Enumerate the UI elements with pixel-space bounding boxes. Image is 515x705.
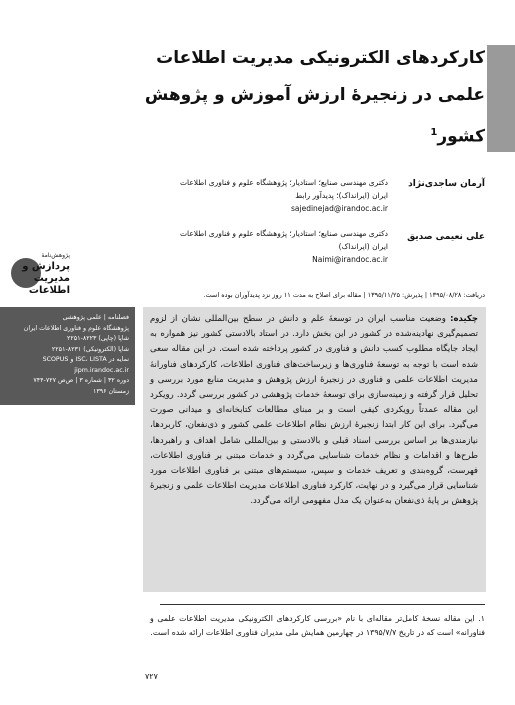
page-number: ۷۲۷ [145, 672, 158, 681]
footnote: ۱. این مقاله نسخۀ کامل‌تر مقاله‌ای با نام «بررسی کارکردهای الکترونیکی مدیریت اطلاعات علمی و فناورانه» است که در تاریخ ۱۳۹۵/۷/۷ در چهارمین همایش ملی مدیران فناوری اطلاعات ارائه شده است. [150, 614, 485, 637]
journal-info-line: فصلنامه | علمی پژوهشی [62, 314, 129, 321]
abstract [150, 312, 478, 510]
author-affiliation-1 [170, 176, 388, 215]
article-title-text: کارکردهای الکترونیکی مدیریت اطلاعات علمی در زنجیرۀ ارزش آموزش و پژوهش کشور [144, 48, 485, 147]
logo-text-1: پژوهش‌نامهٔ [41, 252, 70, 259]
journal-info-line: دوره ۳۲ | شماره ۳ | ص‌ص ۷۲۷-۷۴۴ [33, 377, 129, 384]
title-footnote-marker: 1 [430, 127, 438, 138]
journal-info-panel [0, 307, 135, 405]
journal-info-line: شاپا (چاپی) ۸۲۲۳-۲۲۵۱ [67, 335, 129, 342]
journal-info-line: پژوهشگاه علوم و فناوری اطلاعات ایران [23, 324, 129, 332]
section-tab-marker [487, 45, 515, 152]
submission-dates: دریافت: ۱۳۹۵/۰۸/۲۸ | پذیرش: ۱۳۹۵/۱۱/۲۵ | مقاله برای اصلاح به مدت ۱۱ روز نزد پدیدآوران بوده است. [203, 291, 485, 299]
article-title [140, 40, 485, 156]
logo-text-3: مدیریت [33, 273, 70, 284]
journal-info-line: شاپا (الکترونیکی) ۸۲۳۱-۲۲۵۱ [51, 345, 129, 353]
author-name-1: آرمان ساجدی‌نژاد [408, 179, 485, 189]
affiliation-text-2: دکتری مهندسی صنایع؛ استادیار؛ پژوهشگاه علوم و فناوری اطلاعات ایران (ایرانداک) [179, 229, 388, 251]
author-name-2: علی نعیمی صدیق [407, 232, 485, 242]
logo-text-2: پردازش و [22, 261, 70, 272]
journal-website-link[interactable]: jipm.irandoc.ac.ir [74, 366, 129, 374]
affiliation-text-1: دکتری مهندسی صنایع؛ استادیار؛ پژوهشگاه علوم و فناوری اطلاعات ایران (ایرانداک)؛ پدیدآور رابط [179, 178, 388, 200]
journal-info-line: زمستان ۱۳۹۶ [92, 387, 129, 395]
logo-text-4: اطلاعات [28, 285, 70, 296]
journal-info-line: نمایه در ISC، LISTA و SCOPUS [42, 356, 129, 363]
author-email-2[interactable]: Naimi@irandoc.ac.ir [312, 255, 388, 264]
journal-logo [8, 247, 78, 297]
abstract-label: چکیده: [450, 314, 478, 324]
author-affiliation-2 [170, 227, 388, 266]
author-email-1[interactable]: sajedinejad@irandoc.ac.ir [291, 204, 388, 213]
footnote-divider [160, 604, 485, 605]
abstract-body: وضعیت مناسب ایران در توسعۀ علم و دانش در سطح بین‌المللی نشان از لزوم تصمیم‌گیری نهادینه‌شده در کشور در این بخش دارد. در استاد بالادستی کشور نیز همواره به ایجاد جایگاه مطلوب کسب دانش و فناوری در کشور پرداخته شده است. در این مقاله سعی شده است با توجه به توسعۀ فناوری‌ها و زیرساخت‌های فناوری اطلاعات، کارکردهای فناورانۀ مدیریت اطلاعات علمی و فناوری در زنجیرۀ ارزش پژوهش و مدیریت منابع مورد بررسی و تحلیل قرار گرفته و زمینه‌سازی برای توسعۀ خدمات پژوهشی در کشور بررسی گردد. رویکرد این مقاله عمدتاً رویکردی کیفی است و بر مبنای مطالعات کتابخانه‌ای و میدانی صورت می‌گیرد. برای این کار ابتدا زنجیرۀ ارزش نظام اطلاعات علمی کشور و ذی‌نفعان، کاربردها، نیازمندی‌ها بر اساس بررسی اسناد قبلی و بالادستی و بین‌المللی شامل اهداف و راهبردها، طرح‌ها و اقدامات و نظام خدمات شناسایی می‌گردد و خدمات مبتنی بر فناوری اطلاعات، فهرست، گروه‌بندی و تعریف خدمات و سپس، سیستم‌های مبتنی بر فناوری اطلاعات مورد شناسایی قرار می‌گیرد و در نهایت، کارکرد فناوری اطلاعات مدیریت اطلاعات علمی و زنجیرۀ پژوهش بر پایۀ ذی‌نفعان به‌عنوان یک مدل مفهومی ارائه می‌گردد. [150, 314, 478, 507]
